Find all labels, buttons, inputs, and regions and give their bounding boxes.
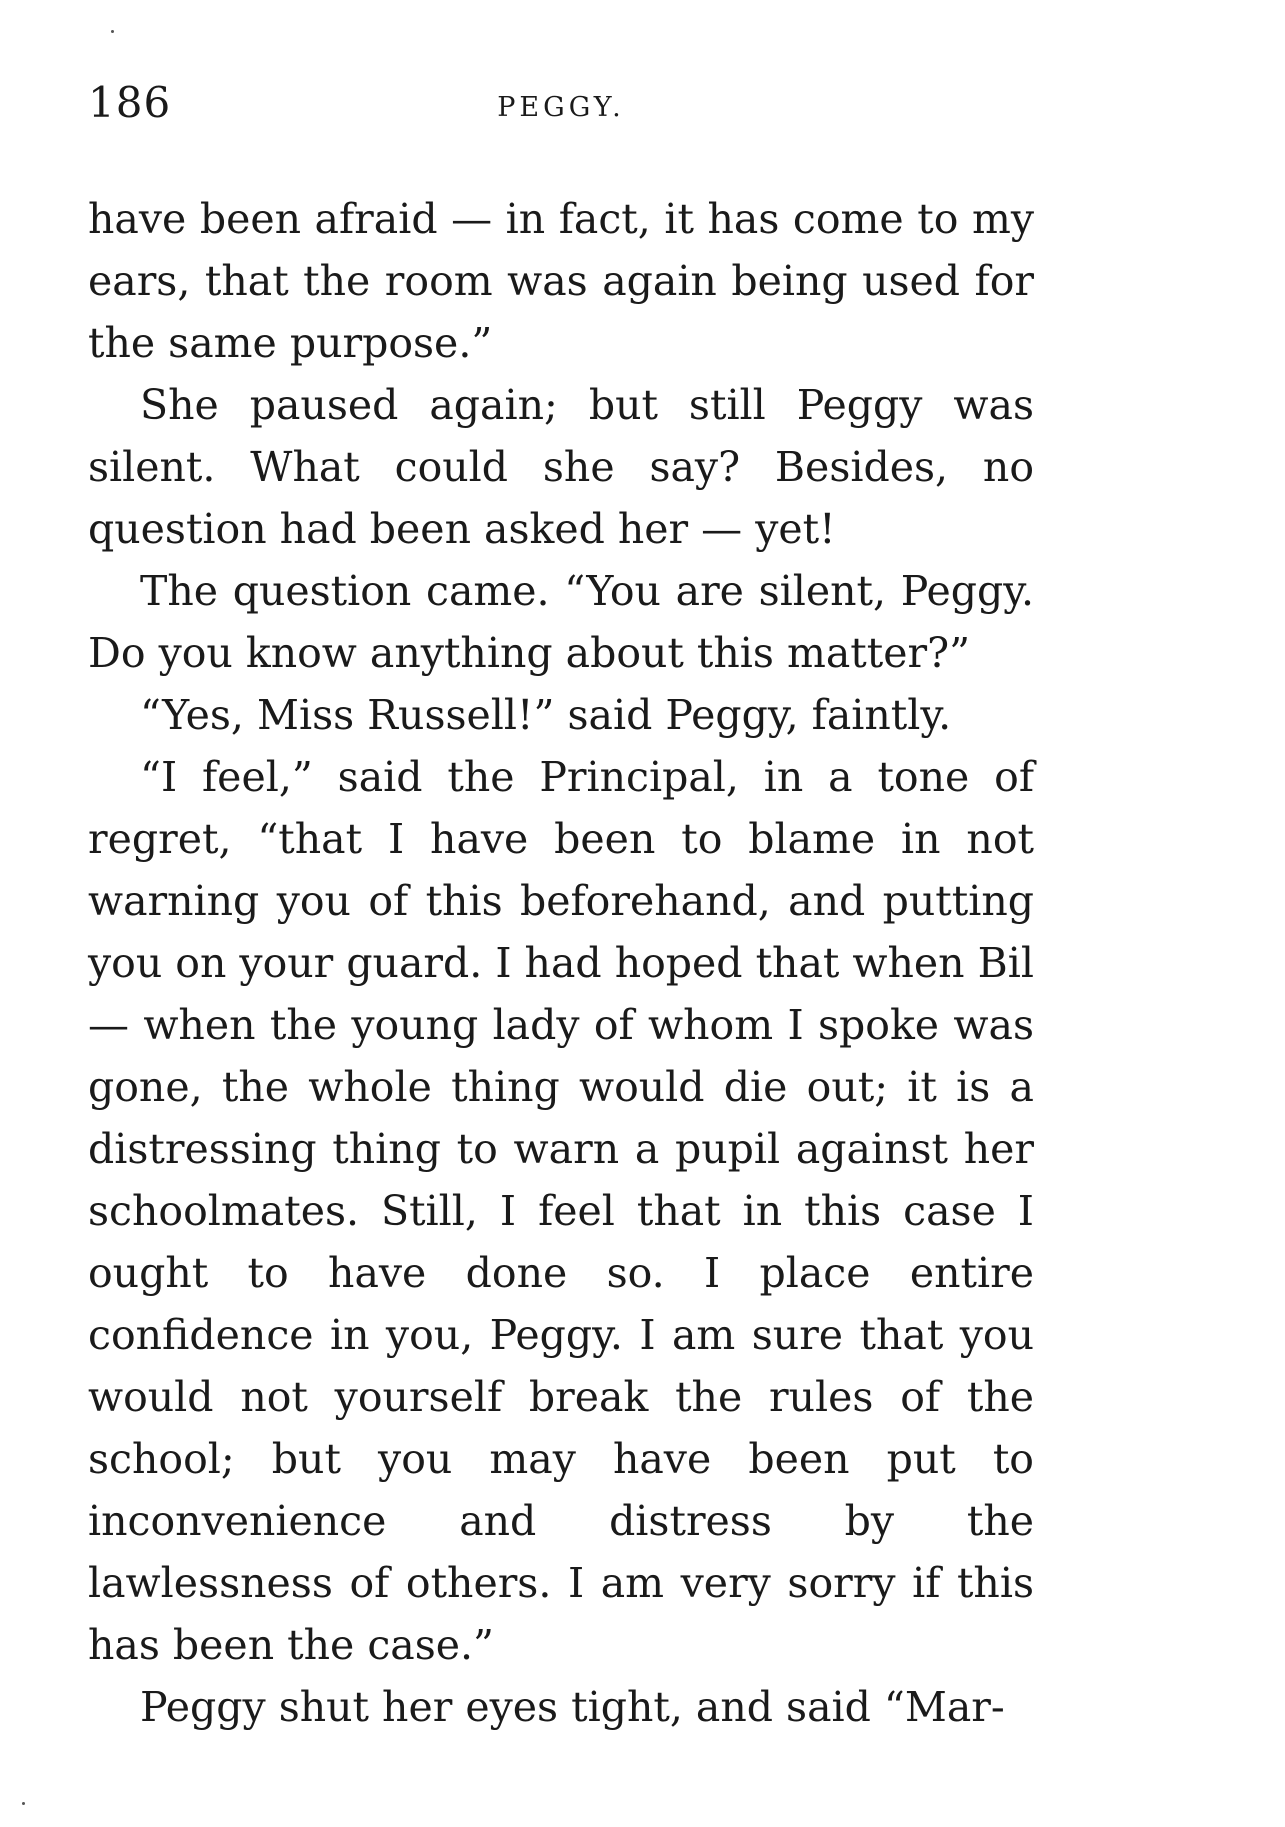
running-head — [88, 72, 1034, 136]
paragraph: “I feel,” said the Principal, in a tone of regret, “that I have been to blame in not warning you of this beforehand, and putting you on your guard. I had hoped that when Bil— when the young lady of whom I spoke was gone, the whole thing would die out; it is a distressing thing to warn a pupil against her schoolmates. Still, I feel that in this case I ought to have done so. I place entire confidence in you, Peggy. I am sure that you would not yourself break the rules of the school; but you may have been put to inconvenience and distress by the lawlessness of others. I am very sorry if this has been the case.” — [88, 753, 1034, 1669]
page-number: 186 — [88, 78, 172, 127]
paragraph: Peggy shut her eyes tight, and said “Mar- — [140, 1683, 1005, 1731]
paragraph: “Yes, Miss Russell!” said Peggy, faintly. — [140, 691, 952, 739]
paper-speck — [111, 30, 114, 33]
book-page — [88, 72, 1034, 1738]
paragraph-continued: have been afraid — in fact, it has come to my ears, that the room was again being used for the same purpose.” — [88, 195, 1034, 367]
paragraph: The question came. “You are silent, Peggy. Do you know anything about this matter?” — [88, 567, 1034, 677]
running-title: PEGGY. — [497, 92, 625, 123]
paper-speck — [22, 1802, 25, 1805]
text-body — [88, 188, 1034, 1738]
paragraph: She paused again; but still Peggy was silent. What could she say? Besides, no question had been asked her — yet! — [88, 381, 1034, 553]
